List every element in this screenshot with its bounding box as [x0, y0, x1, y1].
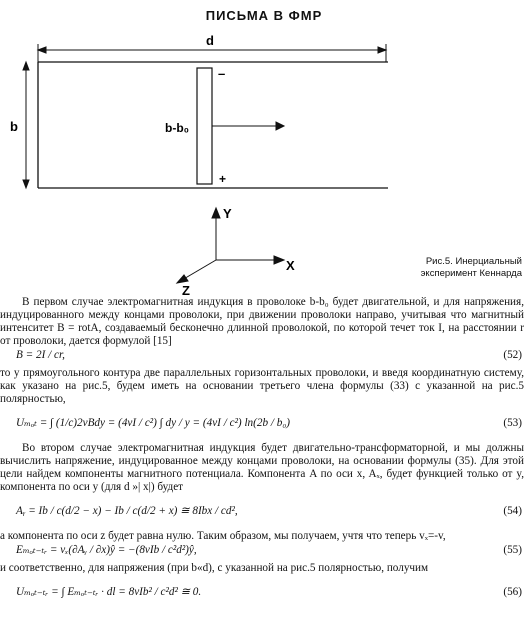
dimension-d-arrow-right [378, 47, 386, 53]
equation-56 [0, 576, 528, 610]
equation-55-number: (55) [503, 544, 522, 556]
label-b: b [10, 119, 18, 134]
equation-54-body: Aᵧ = Ib / c(d/2 − x) − Ib / c(d/2 + x) ≅ 8Ibx / cd², [16, 505, 238, 517]
label-minus: – [218, 66, 226, 81]
axis-label-x: X [286, 258, 295, 273]
z-axis [182, 260, 216, 280]
page-header: ПИСЬМА В ФМР [205, 8, 323, 23]
label-b-b0: b-b₀ [165, 121, 190, 135]
paragraph-2: то у прямоугольного контура две параллельных горизонтальных проволоки, и введя координатную систему, как указано на рис.5, будем иметь на основании третьего члена формулы (33) с указанной на рис.5 полярностью, [0, 367, 524, 405]
label-d: d [206, 33, 214, 48]
equation-55 [0, 544, 528, 561]
equation-55-body: Eₘₒₜ₋ₜᵣ = vₓ(∂Aᵧ / ∂x)ŷ = −(8vIb / c²d²)ŷ, [16, 544, 197, 556]
equation-56-body: Uₘₒₜ₋ₜᵣ = ∫ Eₘₒₜ₋ₜᵣ · dl = 8vIb² / c²d² ≅ 0. [16, 586, 202, 598]
paragraph-5: и соответственно, для напряжения (при b«d), с указанной на рис.5 полярностью, получим [0, 562, 429, 574]
moving-wire [197, 68, 212, 184]
paragraph-1: В первом случае электромагнитная индукция в проволоке b-b₀ будет двигательной, и для напряжения, индуцированного между концами проволоки, при движении проволоки направо, учитывая что магнитный интенситет B = rotA, создаваемый бесконечно длинной проволокой, по которой течет ток I, на расстоянии r от проволоки, дается формулой [15] [0, 296, 524, 347]
paragraph-3: Во втором случае электромагнитная индукция будет двигательно-трансформаторной, и мы должны вычислить напряжение, индуцированное между концами проволоки, на основании формулы (35). Для этой цели найдем компоненты магнитного потенциала. Компонента A по оси x, Aₓ, будет функцией только от y, компонента по оси y (для d »| x|) будет [0, 442, 524, 493]
equation-53-number: (53) [503, 417, 522, 429]
equation-52-number: (52) [503, 349, 522, 361]
figure-kennard-experiment [0, 0, 528, 300]
label-plus: + [219, 172, 227, 186]
equation-52-body: B = 2I / cr, [16, 349, 65, 361]
equation-52 [0, 349, 528, 366]
equation-54 [0, 495, 528, 529]
equation-53-body: Uₘₒₜ = ∫ (1/c)2vBdy = (4vI / c²) ∫ dy / y = (4vI / c²) ln(2b / b₀) [16, 417, 290, 429]
equation-54-number: (54) [503, 505, 522, 517]
figure-caption [400, 256, 522, 280]
axis-label-z: Z [182, 283, 190, 298]
paragraph-4: а компонента по оси z будет равна нулю. Таким образом, мы получаем, учтя что теперь vₓ=-v, [0, 530, 446, 542]
dimension-d-arrow-left [38, 47, 46, 53]
caption-line-2: эксперимент Кеннарда [420, 268, 522, 279]
equation-56-number: (56) [503, 586, 522, 598]
equation-53 [0, 407, 528, 441]
article-body [0, 296, 528, 611]
axis-label-y: Y [223, 206, 232, 221]
caption-line-1: Рис.5. Инерциальный [425, 256, 522, 267]
